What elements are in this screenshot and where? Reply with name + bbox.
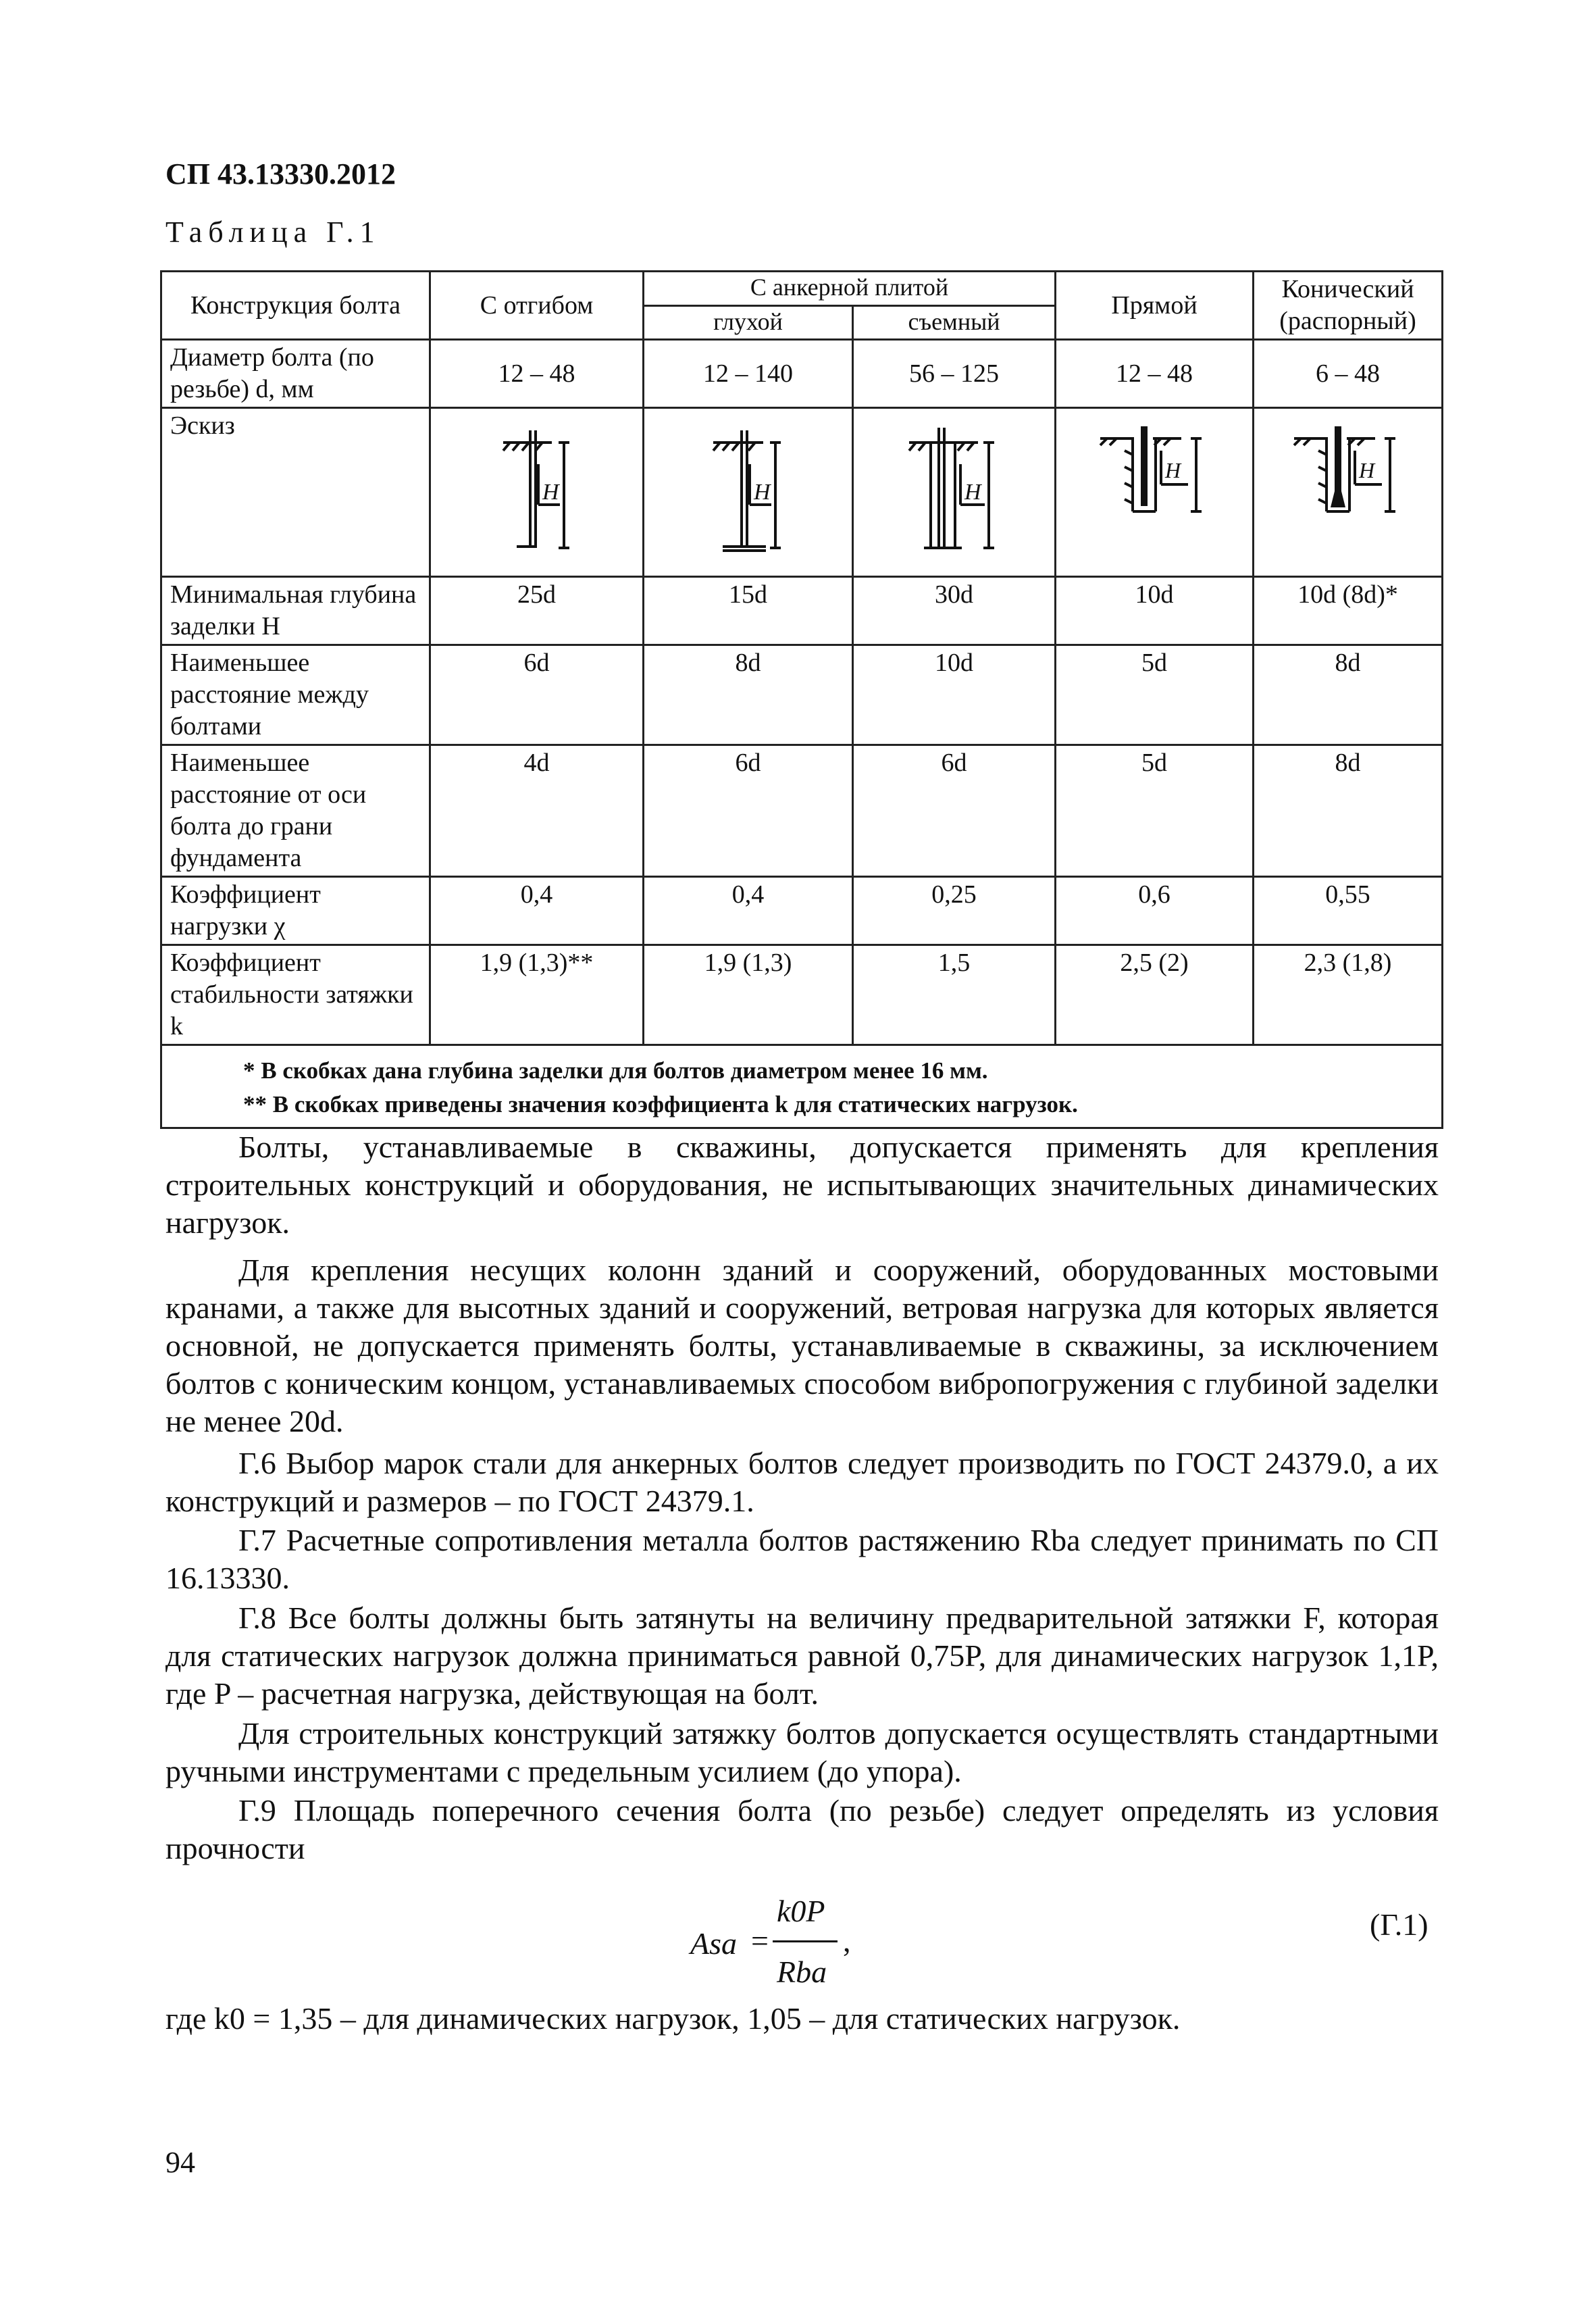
table-row [161, 877, 1443, 945]
head-anchor-blind: глухой [644, 305, 853, 340]
depth-label: H [1165, 458, 1181, 482]
page-number: 94 [165, 2146, 195, 2179]
table-cell: 5d [1056, 645, 1254, 745]
depth-label: H [753, 480, 771, 505]
depth-label: H [542, 480, 559, 505]
paragraph: Г.7 Расчетные сопротивления металла болтов растяжению Rba следует принимать по СП 16.13330. [165, 1523, 1439, 1595]
footnote-coefficient: ** В скобках приведены значения коэффициента k для статических нагрузок. [243, 1091, 1078, 1117]
paragraph: Для строительных конструкций затяжку болтов допускается осуществлять стандартными ручными инструментами с предельным усилием (до упора). [165, 1716, 1439, 1788]
table-footnotes [161, 1045, 1443, 1128]
bent-bolt-sketch [490, 424, 584, 559]
table-cell: 6d [853, 745, 1056, 877]
paragraph: Г.6 Выбор марок стали для анкерных болтов следует производить по ГОСТ 24379.0, а их конструкций и размеров – по ГОСТ 24379.1. [165, 1446, 1439, 1518]
table-row [161, 645, 1443, 745]
document-code: СП 43.13330.2012 [165, 157, 396, 191]
conical-bolt-sketch [1287, 424, 1409, 525]
table-row [161, 577, 1443, 645]
table-cell: 0,4 [644, 877, 853, 945]
table-row [161, 745, 1443, 877]
head-straight: Прямой [1056, 272, 1254, 340]
sketch-removable [853, 408, 1056, 577]
table-row [161, 340, 1443, 408]
table-cell: 8d [644, 645, 853, 745]
paragraph: Г.8 Все болты должны быть затянуты на величину предварительной затяжки F, которая для статических нагрузок должна приниматься равной 0,75P, для динамических нагрузок 1,1P, где P – расчетная нагрузка, действующая на болт. [165, 1601, 1439, 1711]
table-cell: 2,5 (2) [1056, 945, 1254, 1045]
table-cell: 5d [1056, 745, 1254, 877]
table-cell: 30d [853, 577, 1056, 645]
head-bent: С отгибом [430, 272, 644, 340]
table-cell: 10d [853, 645, 1056, 745]
row-label: Диаметр болта (по резьбе) d, мм [161, 340, 430, 408]
table-cell: 4d [430, 745, 644, 877]
where-clause: где k0 = 1,35 – для динамических нагрузок, 1,05 – для статических нагрузок. [165, 2001, 1181, 2036]
depth-label: H [964, 480, 981, 505]
equation-number: (Г.1) [1370, 1907, 1428, 1942]
row-label: Коэффициент стабильности затяжки k [161, 945, 430, 1045]
row-label: Наименьшее расстояние между болтами [161, 645, 430, 745]
paragraph: Г.9 Площадь поперечного сечения болта (по резьбе) следует определять из условия прочности [165, 1793, 1439, 1865]
table-cell: 1,9 (1,3) [644, 945, 853, 1045]
head-construction: Конструкция болта [161, 272, 430, 340]
table-cell: 10d (8d)* [1254, 577, 1443, 645]
head-conical-line2: (распорный) [1279, 307, 1416, 335]
table-row [161, 945, 1443, 1045]
table-cell: 12 – 48 [430, 340, 644, 408]
sketch-bent [430, 408, 644, 577]
table-cell: 6 – 48 [1254, 340, 1443, 408]
table-cell: 15d [644, 577, 853, 645]
sketch-straight [1056, 408, 1254, 577]
table-caption: Таблица Г.1 [165, 216, 381, 249]
formula-lhs: Asa [690, 1926, 737, 1961]
formula-comma: , [843, 1923, 851, 1958]
table-cell: 10d [1056, 577, 1254, 645]
sketch-row [161, 408, 1443, 577]
formula-denominator: Rba [777, 1955, 827, 1989]
head-conical-line1: Конический [1281, 275, 1414, 303]
table-cell: 1,9 (1,3)** [430, 945, 644, 1045]
table-cell: 0,25 [853, 877, 1056, 945]
table-cell: 12 – 140 [644, 340, 853, 408]
row-label: Коэффициент нагрузки χ [161, 877, 430, 945]
table-cell: 2,3 (1,8) [1254, 945, 1443, 1045]
table-cell: 12 – 48 [1056, 340, 1254, 408]
paragraph: Болты, устанавливаемые в скважины, допускается применять для крепления строительных конструкций и оборудования, не испытывающих значительных динамических нагрузок. [165, 1130, 1439, 1240]
depth-label: H [1358, 458, 1374, 482]
table-cell: 0,4 [430, 877, 644, 945]
bolt-table [160, 270, 1443, 1129]
table-cell: 1,5 [853, 945, 1056, 1045]
table-cell: 6d [644, 745, 853, 877]
sketch-conical [1254, 408, 1443, 577]
sketch-blind [644, 408, 853, 577]
formula-numerator: k0P [777, 1894, 825, 1928]
footnote-depth: * В скобках дана глубина заделки для болтов диаметром менее 16 мм. [243, 1057, 988, 1084]
straight-bolt-sketch [1093, 424, 1215, 525]
head-anchor-removable: съемный [853, 305, 1056, 340]
table-cell: 6d [430, 645, 644, 745]
table-cell: 0,6 [1056, 877, 1254, 945]
table-cell: 0,55 [1254, 877, 1443, 945]
fraction-bar [773, 1940, 838, 1942]
table-cell: 25d [430, 577, 644, 645]
paragraph: Для крепления несущих колонн зданий и сооружений, оборудованных мостовыми кранами, а также для высотных зданий и сооружений, ветровая нагрузка для которых является основной, не допускается применять болты, устанавливаемые в скважины, за исключением болтов с коническим концом, устанавливаемых способом вибропогружения с глубиной заделки не менее 20d. [165, 1253, 1439, 1438]
row-label: Минимальная глубина заделки H [161, 577, 430, 645]
row-label: Эскиз [161, 408, 430, 577]
head-anchor-plate: С анкерной плитой [644, 272, 1056, 306]
table-cell: 56 – 125 [853, 340, 1056, 408]
formula-equals: = [751, 1923, 769, 1958]
blind-anchor-sketch [701, 424, 796, 559]
formula [675, 1892, 946, 2000]
row-label: Наименьшее расстояние от оси болта до грани фундамента [161, 745, 430, 877]
head-conical [1254, 272, 1443, 340]
table-cell: 8d [1254, 745, 1443, 877]
removable-anchor-sketch [904, 424, 1005, 559]
table-cell: 8d [1254, 645, 1443, 745]
